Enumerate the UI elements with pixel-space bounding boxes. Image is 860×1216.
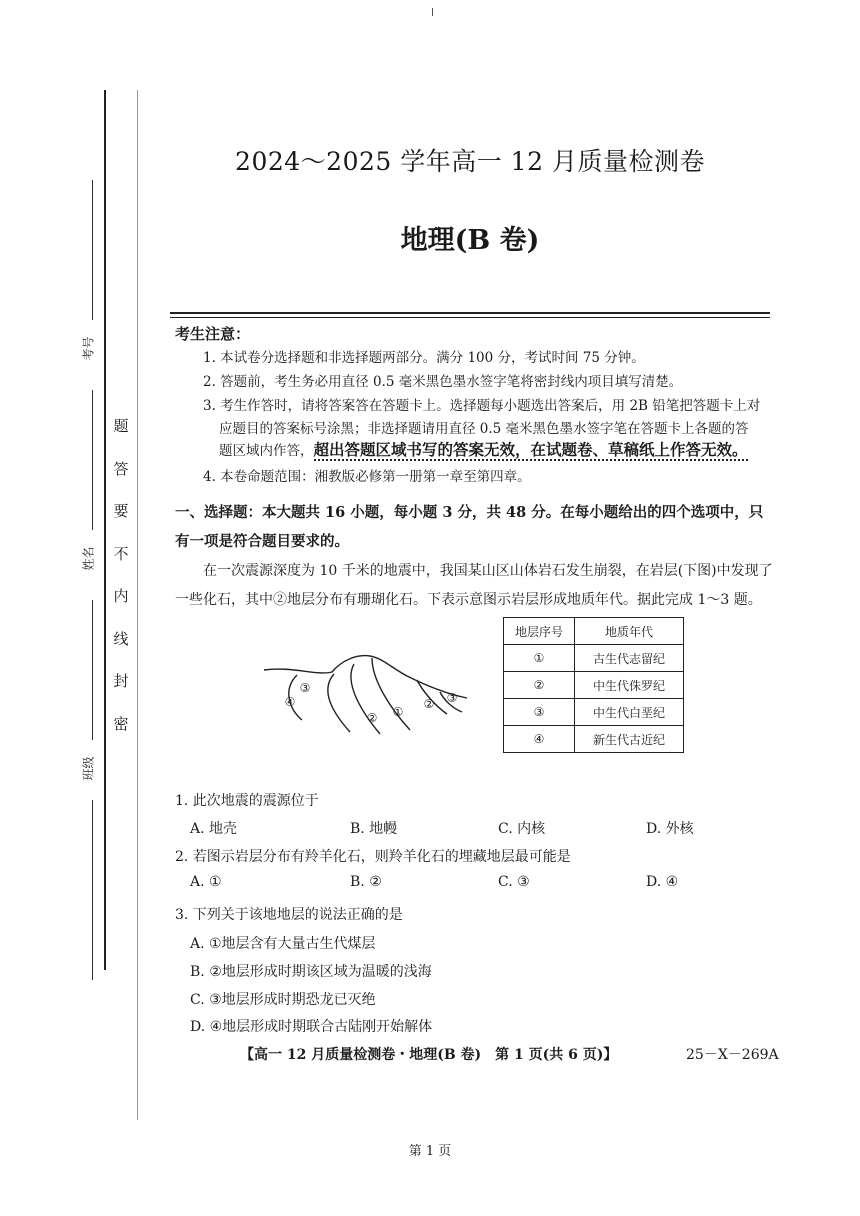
paper-code: 25－X－269A (686, 1047, 779, 1063)
q3-option-b[interactable]: B. ②地层形成时期该区域为温暖的浅海 (190, 964, 432, 980)
notice-item-4: 4. 本卷命题范围：湘教版必修第一册第一章至第四章。 (203, 469, 531, 485)
q3-option-c[interactable]: C. ③地层形成时期恐龙已灭绝 (190, 992, 376, 1008)
exam-number-label: 考号 (81, 336, 96, 361)
q3-option-a[interactable]: A. ①地层含有大量古生代煤层 (190, 936, 376, 952)
title-rule-thin (170, 317, 770, 318)
top-tick (432, 8, 433, 16)
binding-line (104, 90, 106, 970)
class-line-lower (92, 800, 93, 980)
notice-item-3a: 3. 考生作答时，请将答案答在答题卡上。选择题每小题选出答案后，用 2B 铅笔把答题卡上对 (203, 398, 761, 414)
question-3: 3. 下列关于该地地层的说法正确的是 (175, 907, 403, 923)
seal-warning: 题 答 要 不 内 线 封 密 (113, 417, 129, 733)
table-header: 地质年代 (575, 618, 684, 645)
table-cell: ① (504, 645, 575, 672)
diagram-label: ② (366, 711, 378, 725)
diagram-label: ① (392, 705, 404, 719)
table-cell: 古生代志留纪 (575, 645, 684, 672)
q3-option-d[interactable]: D. ④地层形成时期联合古陆刚开始解体 (190, 1019, 433, 1035)
table-row (504, 645, 684, 672)
class-line (92, 600, 93, 740)
diagram-label: ③ (446, 691, 458, 705)
table-cell: 新生代古近纪 (575, 726, 684, 753)
name-label: 姓名 (81, 546, 96, 571)
notice-emphasis: 超出答题区域书写的答案无效，在试题卷、草稿纸上作答无效。 (313, 441, 748, 459)
strata-diagram (262, 650, 472, 750)
notice-item-1: 1. 本试卷分选择题和非选择题两部分。满分 100 分，考试时间 75 分钟。 (203, 350, 645, 366)
question-1: 1. 此次地震的震源位于 (175, 793, 319, 809)
table-cell: ④ (504, 726, 575, 753)
q2-option-b[interactable]: B. ② (350, 874, 382, 890)
table-cell: 中生代白垩纪 (575, 699, 684, 726)
table-header-row (504, 618, 684, 645)
diagram-label: ② (423, 697, 435, 711)
title-rule (170, 312, 770, 314)
strata-table (503, 617, 684, 753)
q1-option-b[interactable]: B. 地幔 (350, 821, 398, 837)
table-cell: ② (504, 672, 575, 699)
exam-title: 2024～2025 学年高一 12 月质量检测卷 (235, 147, 705, 176)
q1-option-a[interactable]: A. 地壳 (190, 821, 238, 837)
notice-item-3b: 应题目的答案标号涂黑；非选择题请用直径 0.5 毫米黑色墨水签字笔在答题卡上各题的答 (219, 421, 749, 437)
page-number: 第 1 页 (408, 1144, 452, 1159)
table-header: 地层序号 (504, 618, 575, 645)
q2-option-c[interactable]: C. ③ (498, 874, 530, 890)
page-footer: 【高一 12 月质量检测卷・地理(B 卷) 第 1 页(共 6 页)】 (240, 1047, 618, 1063)
passage: 在一次震源深度为 10 千米的地震中，我国某山区山体岩石发生崩裂，在岩层(下图)中发现了一些化石，其中②地层分布有珊瑚化石。下表示意图示岩层形成地质年代。据此完成 1～3 题。 (175, 563, 773, 608)
table-cell: ③ (504, 699, 575, 726)
notice-item-2: 2. 答题前，考生务必用直径 0.5 毫米黑色墨水签字笔将密封线内项目填写清楚。 (203, 374, 683, 390)
class-label: 班级 (81, 756, 96, 781)
question-2: 2. 若图示岩层分布有羚羊化石，则羚羊化石的埋藏地层最可能是 (175, 849, 571, 865)
table-row (504, 699, 684, 726)
notice-heading: 考生注意： (175, 325, 251, 343)
exam-number-line (92, 180, 93, 320)
notice-item-3c: 题区域内作答，超出答题区域书写的答案无效，在试题卷、草稿纸上作答无效。 (219, 441, 748, 459)
name-line (92, 390, 93, 530)
strata-boundary (328, 674, 350, 732)
table-row (504, 726, 684, 753)
table-cell: 中生代侏罗纪 (575, 672, 684, 699)
strata-boundary (372, 658, 410, 730)
exam-subtitle: 地理(B 卷) (400, 225, 540, 256)
q1-option-d[interactable]: D. 外核 (646, 821, 694, 837)
q2-option-a[interactable]: A. ① (190, 874, 222, 890)
diagram-label: ③ (299, 681, 311, 695)
binding-line-inner (137, 90, 138, 1120)
section-heading: 一、选择题：本大题共 16 小题，每小题 3 分，共 48 分。在每小题给出的四个选项中，只有一项是符合题目要求的。 (175, 504, 764, 550)
q1-option-c[interactable]: C. 内核 (498, 821, 546, 837)
q2-option-d[interactable]: D. ④ (646, 874, 679, 890)
table-row (504, 672, 684, 699)
diagram-label: ④ (284, 695, 296, 709)
